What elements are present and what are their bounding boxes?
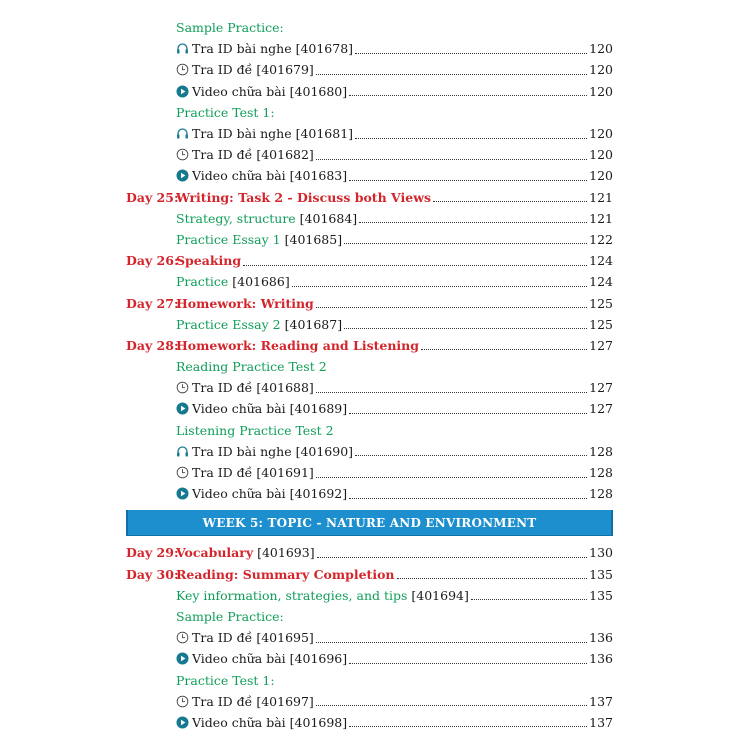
- page-number: 128: [589, 443, 613, 459]
- page-number: 135: [589, 566, 613, 582]
- play-icon: [176, 85, 189, 98]
- toc-entry[interactable]: [126, 691, 613, 712]
- dot-leader: [421, 339, 587, 353]
- entry-label: Tra ID đề [401695]: [192, 630, 314, 646]
- entry-label: Tra ID đề [401679]: [192, 62, 314, 78]
- dot-leader: [316, 467, 587, 481]
- entry-label: Video chữa bài [401696]: [192, 651, 348, 667]
- play-icon: [176, 402, 189, 415]
- dot-leader: [349, 488, 587, 502]
- page-number: 127: [589, 337, 613, 353]
- entry-label: Video chữa bài [401698]: [192, 714, 348, 730]
- toc-entry[interactable]: [126, 229, 613, 250]
- dot-leader: [349, 85, 587, 99]
- table-of-contents: [126, 17, 613, 733]
- entry-label: Video chữa bài [401692]: [192, 486, 348, 502]
- toc-entry[interactable]: [126, 627, 613, 648]
- dot-leader: [316, 149, 587, 163]
- dot-leader: [349, 653, 587, 667]
- dot-leader: [355, 43, 587, 57]
- headphones-icon: [176, 42, 189, 55]
- clock-icon: [176, 695, 189, 708]
- day-label: Day 26:: [126, 253, 179, 269]
- clock-icon: [176, 631, 189, 644]
- entry-code: [401686]: [228, 274, 290, 290]
- page-number: 127: [589, 380, 613, 396]
- page-number: 121: [589, 210, 613, 226]
- entry-label: Tra ID đề [401697]: [192, 693, 314, 709]
- dot-leader: [344, 318, 587, 332]
- headphones-icon: [176, 127, 189, 140]
- toc-entry[interactable]: [126, 59, 613, 80]
- clock-icon: [176, 63, 189, 76]
- dot-leader: [349, 716, 587, 730]
- toc-entry[interactable]: [126, 208, 613, 229]
- entry-label: Video chữa bài [401689]: [192, 401, 348, 417]
- dot-leader: [359, 212, 587, 226]
- dot-leader: [349, 170, 587, 184]
- entry-label: Key information, strategies, and tips: [176, 587, 408, 603]
- day-title: Homework: Writing: [176, 295, 314, 311]
- week-banner-title: WEEK 5: TOPIC - NATURE AND ENVIRONMENT: [202, 515, 537, 530]
- entry-label: Tra ID bài nghe [401690]: [192, 443, 354, 459]
- toc-day-29[interactable]: [126, 542, 613, 563]
- week-banner: [126, 510, 613, 536]
- page-number: 137: [589, 714, 613, 730]
- page-number: 136: [589, 651, 613, 667]
- day-label: Day 25:: [126, 189, 179, 205]
- page-number: 127: [589, 401, 613, 417]
- entry-code: [401687]: [280, 316, 343, 332]
- toc-entry[interactable]: [126, 38, 613, 59]
- entry-label: Tra ID bài nghe [401678]: [192, 41, 354, 57]
- toc-entry[interactable]: [126, 398, 613, 419]
- entry-code: [401693]: [253, 545, 315, 561]
- dot-leader: [316, 64, 587, 78]
- day-label: Day 30:: [126, 566, 179, 582]
- section-heading-sample-practice: Sample Practice:: [176, 20, 284, 36]
- entry-code: [401684]: [295, 210, 358, 226]
- section-heading-reading-practice-test-2: Reading Practice Test 2: [176, 359, 327, 375]
- clock-icon: [176, 381, 189, 394]
- dot-leader: [349, 403, 587, 417]
- page-number: 120: [589, 126, 613, 142]
- page-number: 120: [589, 62, 613, 78]
- day-title: Homework: Reading and Listening: [176, 337, 419, 353]
- entry-code: [401685]: [280, 231, 343, 247]
- page-number: 121: [589, 189, 613, 205]
- dot-leader: [316, 297, 587, 311]
- dot-leader: [317, 547, 588, 561]
- clock-icon: [176, 466, 189, 479]
- toc-day-28[interactable]: [126, 335, 613, 356]
- play-icon: [176, 487, 189, 500]
- toc-entry[interactable]: [126, 585, 613, 606]
- section-heading-practice-test-1: Practice Test 1:: [176, 672, 275, 688]
- dot-leader: [344, 233, 587, 247]
- entry-label: Video chữa bài [401680]: [192, 83, 348, 99]
- toc-day-27[interactable]: [126, 292, 613, 313]
- page-number: 136: [589, 630, 613, 646]
- entry-code: [401694]: [407, 587, 469, 603]
- toc-entry[interactable]: [126, 712, 613, 733]
- toc-entry[interactable]: [126, 81, 613, 102]
- page-number: 125: [589, 316, 613, 332]
- toc-entry[interactable]: [126, 123, 613, 144]
- toc-day-30[interactable]: [126, 564, 613, 585]
- page-number: 128: [589, 465, 613, 481]
- page-number: 120: [589, 168, 613, 184]
- day-label: Day 27:: [126, 295, 179, 311]
- entry-label: Tra ID đề [401691]: [192, 465, 314, 481]
- page-number: 130: [589, 545, 613, 561]
- entry-label: Strategy, structure: [176, 210, 296, 226]
- dot-leader: [316, 695, 587, 709]
- page-number: 120: [589, 41, 613, 57]
- dot-leader: [292, 276, 587, 290]
- dot-leader: [243, 255, 587, 269]
- dot-leader: [355, 128, 587, 142]
- day-label: Day 28:: [126, 337, 179, 353]
- entry-label: Practice: [176, 274, 229, 290]
- page-number: 125: [589, 295, 613, 311]
- toc-entry[interactable]: [126, 314, 613, 335]
- dot-leader: [397, 568, 588, 582]
- dot-leader: [355, 445, 587, 459]
- dot-leader: [316, 382, 587, 396]
- toc-day-25[interactable]: [126, 187, 613, 208]
- entry-label: Tra ID đề [401682]: [192, 147, 314, 163]
- toc-entry[interactable]: [126, 441, 613, 462]
- section-heading-sample-practice: Sample Practice:: [176, 608, 284, 624]
- play-icon: [176, 652, 189, 665]
- toc-entry[interactable]: [126, 165, 613, 186]
- play-icon: [176, 716, 189, 729]
- entry-label: Video chữa bài [401683]: [192, 168, 348, 184]
- toc-entry[interactable]: [126, 462, 613, 483]
- toc-entry[interactable]: [126, 377, 613, 398]
- page-number: 124: [589, 253, 613, 269]
- toc-entry[interactable]: [126, 483, 613, 504]
- play-icon: [176, 169, 189, 182]
- day-title: Vocabulary: [176, 545, 254, 561]
- dot-leader: [471, 589, 587, 603]
- page-number: 128: [589, 486, 613, 502]
- day-title: Writing: Task 2 - Discuss both Views: [176, 189, 431, 205]
- clock-icon: [176, 148, 189, 161]
- day-title: Speaking: [176, 253, 242, 269]
- toc-entry[interactable]: [126, 271, 613, 292]
- page-number: 122: [589, 231, 613, 247]
- dot-leader: [316, 632, 587, 646]
- toc-entry[interactable]: [126, 144, 613, 165]
- entry-label: Tra ID đề [401688]: [192, 380, 314, 396]
- entry-label: Practice Essay 1: [176, 231, 281, 247]
- page-number: 120: [589, 147, 613, 163]
- page-number: 137: [589, 693, 613, 709]
- day-label: Day 29:: [126, 545, 179, 561]
- page-number: 124: [589, 274, 613, 290]
- headphones-icon: [176, 445, 189, 458]
- toc-day-26[interactable]: [126, 250, 613, 271]
- page-number: 120: [589, 83, 613, 99]
- section-heading-listening-practice-test-2: Listening Practice Test 2: [176, 422, 334, 438]
- page-number: 135: [589, 587, 613, 603]
- entry-label: Practice Essay 2: [176, 316, 281, 332]
- entry-label: Tra ID bài nghe [401681]: [192, 126, 354, 142]
- toc-entry[interactable]: [126, 648, 613, 669]
- dot-leader: [433, 191, 587, 205]
- section-heading-practice-test-1: Practice Test 1:: [176, 104, 275, 120]
- day-title: Reading: Summary Completion: [176, 566, 395, 582]
